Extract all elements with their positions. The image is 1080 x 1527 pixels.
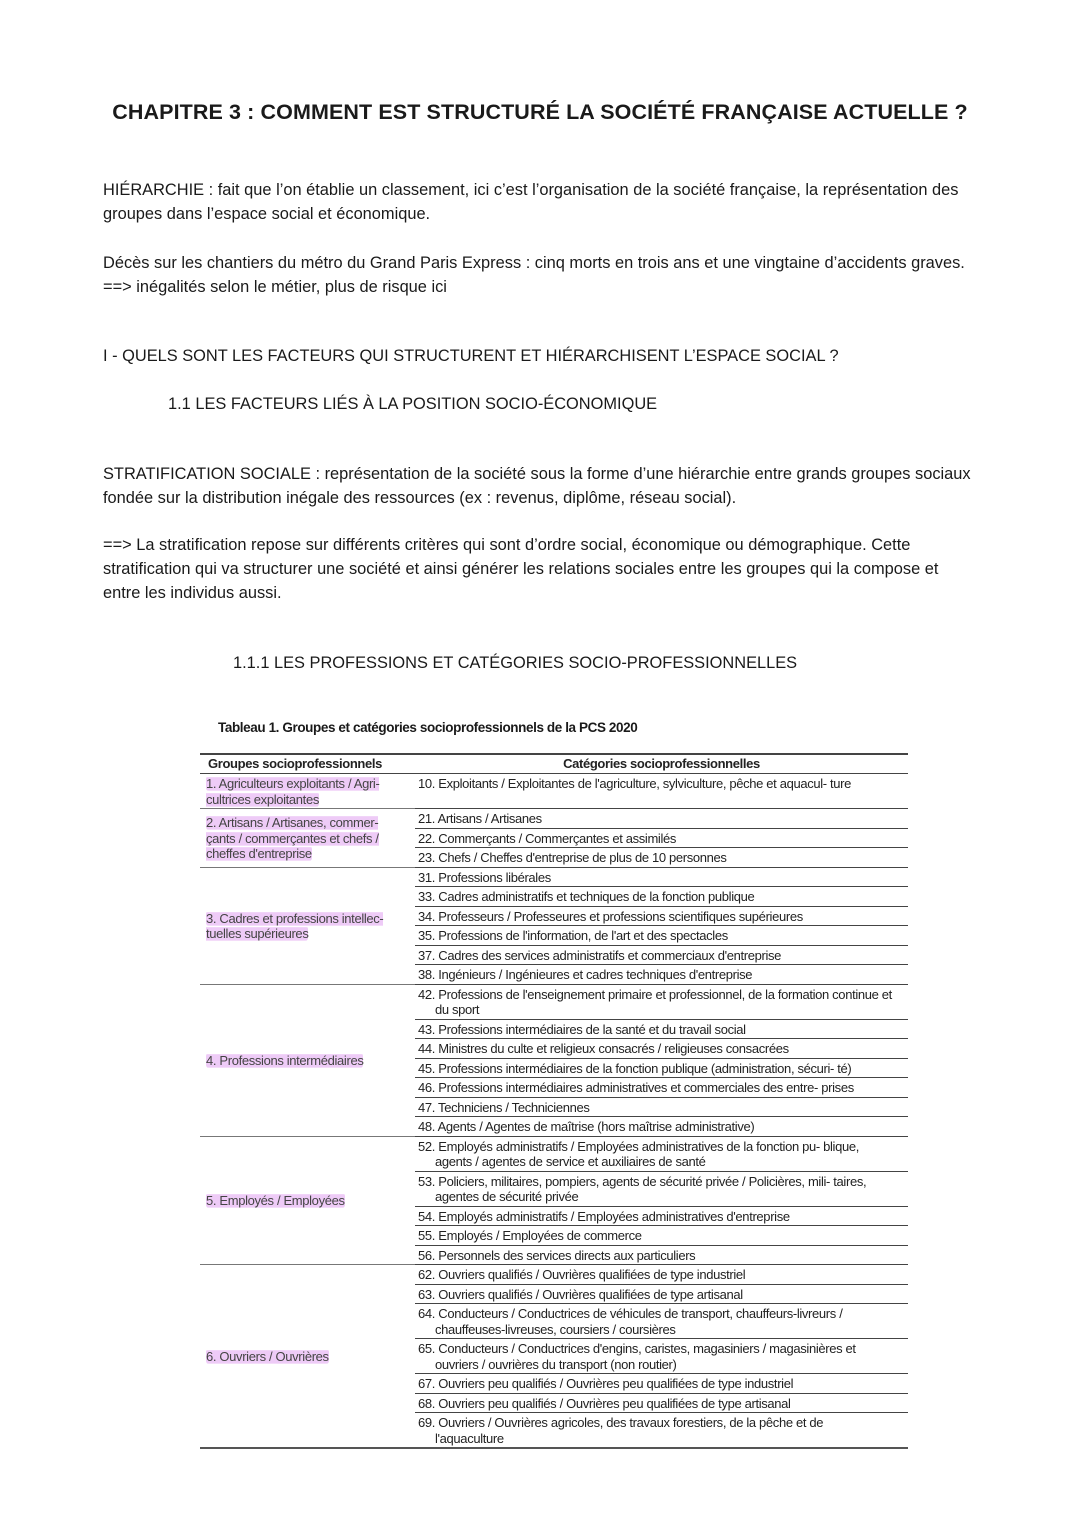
group-cell (200, 867, 415, 984)
table-row (200, 867, 908, 887)
category-cell: 62. Ouvriers qualifiés / Ouvrières qualifiées de type industriel (415, 1265, 908, 1285)
group-cell (200, 774, 415, 809)
group-label: 4. Professions intermédiaires (206, 1052, 364, 1068)
category-cell: 65. Conducteurs / Conductrices d'engins, caristes, magasiniers / magasinières et ouvriers / ouvrières du transport (non routier) (415, 1339, 908, 1374)
category-cell: 43. Professions intermédiaires de la santé et du travail social (415, 1019, 908, 1039)
category-cell: 67. Ouvriers peu qualifiés / Ouvrières peu qualifiées de type industriel (415, 1374, 908, 1394)
table-header-row (200, 754, 908, 774)
table-caption: Tableau 1. Groupes et catégories socioprofessionnels de la PCS 2020 (218, 720, 638, 735)
category-cell: 37. Cadres des services administratifs et commerciaux d'entreprise (415, 945, 908, 965)
category-cell: 69. Ouvriers / Ouvrières agricoles, des travaux forestiers, de la pêche et de l'aquaculture (415, 1413, 908, 1449)
group-label: 6. Ouvriers / Ouvrières (206, 1348, 329, 1364)
category-cell: 47. Techniciens / Techniciennes (415, 1097, 908, 1117)
category-cell: 64. Conducteurs / Conductrices de véhicules de transport, chauffeurs-livreurs / chauffeuses-livreuses, coursiers / coursières (415, 1304, 908, 1339)
group-label: 2. Artisans / Artisanes, commer- çants / commerçantes et chefs / cheffes d'entreprise (206, 815, 379, 861)
table-row (200, 809, 908, 829)
chapter-title: CHAPITRE 3 : COMMENT EST STRUCTURÉ LA SOCIÉTÉ FRANÇAISE ACTUELLE ? (112, 100, 968, 124)
table-row (200, 984, 908, 1019)
pcs-table (200, 753, 908, 1449)
section-heading-1-1: 1.1 LES FACTEURS LIÉS À LA POSITION SOCIO-ÉCONOMIQUE (168, 395, 658, 413)
category-cell: 21. Artisans / Artisanes (415, 809, 908, 829)
category-cell: 45. Professions intermédiaires de la fonction publique (administration, sécuri- té) (415, 1058, 908, 1078)
category-cell: 35. Professions de l'information, de l'art et des spectacles (415, 926, 908, 946)
section-heading-1: I - QUELS SONT LES FACTEURS QUI STRUCTURENT ET HIÉRARCHISENT L’ESPACE SOCIAL ? (103, 347, 839, 365)
category-cell: 38. Ingénieurs / Ingénieures et cadres techniques d'entreprise (415, 965, 908, 985)
definition-stratification: STRATIFICATION SOCIALE : représentation de la société sous la forme d’une hiérarchie entre grands groupes sociaux fondée sur la distribution inégale des ressources (ex : revenus, diplôme, réseau social). (103, 465, 971, 507)
category-cell: 54. Employés administratifs / Employées administratives d'entreprise (415, 1206, 908, 1226)
category-cell: 22. Commerçants / Commerçantes et assimilés (415, 828, 908, 848)
category-cell: 55. Employés / Employées de commerce (415, 1226, 908, 1246)
paragraph-criteres: ==> La stratification repose sur différents critères qui sont d’ordre social, économique ou démographique. Cette stratification qui va structurer une société et ainsi générer les relations sociales entre les groupes qui la compose et entre les individus aussi. (103, 536, 939, 602)
group-cell (200, 809, 415, 868)
category-cell: 53. Policiers, militaires, pompiers, agents de sécurité privée / Policières, mili- taires, agentes de sécurité privée (415, 1171, 908, 1206)
category-cell: 46. Professions intermédiaires administratives et commerciales des entre- prises (415, 1078, 908, 1098)
table-row (200, 774, 908, 809)
group-cell (200, 984, 415, 1136)
category-cell: 10. Exploitants / Exploitantes de l'agriculture, sylviculture, pêche et aquacul- ture (415, 774, 908, 809)
category-cell: 42. Professions de l'enseignement primaire et professionnel, de la formation continue et du sport (415, 984, 908, 1019)
table-row (200, 1136, 908, 1171)
category-cell: 44. Ministres du culte et religieux consacrés / religieuses consacrées (415, 1039, 908, 1059)
category-cell: 68. Ouvriers peu qualifiés / Ouvrières peu qualifiées de type artisanal (415, 1393, 908, 1413)
category-cell: 48. Agents / Agentes de maîtrise (hors maîtrise administrative) (415, 1117, 908, 1137)
category-cell: 63. Ouvriers qualifiés / Ouvrières qualifiées de type artisanal (415, 1284, 908, 1304)
group-label: 3. Cadres et professions intellec- tuelles supérieures (206, 910, 384, 941)
group-cell (200, 1136, 415, 1265)
category-cell: 33. Cadres administratifs et techniques de la fonction publique (415, 887, 908, 907)
paragraph-deces: Décès sur les chantiers du métro du Grand Paris Express : cinq morts en trois ans et une vingtaine d’accidents graves. ==> inégalités selon le métier, plus de risque ici (103, 254, 965, 296)
group-cell (200, 1265, 415, 1449)
header-groups: Groupes socioprofessionnels (200, 754, 415, 774)
category-cell: 52. Employés administratifs / Employées administratives de la fonction pu- blique, agents / agentes de service et auxiliaires de santé (415, 1136, 908, 1171)
table-row (200, 1265, 908, 1285)
group-label: 5. Employés / Employées (206, 1193, 345, 1208)
section-heading-1-1-1: 1.1.1 LES PROFESSIONS ET CATÉGORIES SOCIO-PROFESSIONNELLES (233, 654, 798, 672)
definition-hierarchie: HIÉRARCHIE : fait que l’on établie un classement, ici c’est l’organisation de la société française, la représentation des groupes dans l’espace social et économique. (103, 181, 959, 223)
category-cell: 56. Personnels des services directs aux particuliers (415, 1245, 908, 1265)
category-cell: 31. Professions libérales (415, 867, 908, 887)
category-cell: 34. Professeurs / Professeures et professions scientifiques supérieures (415, 906, 908, 926)
table-body (200, 774, 908, 1449)
header-categories: Catégories socioprofessionnelles (415, 754, 908, 774)
group-label: 1. Agriculteurs exploitants / Agri- cultrices exploitantes (206, 776, 380, 807)
category-cell: 23. Chefs / Cheffes d'entreprise de plus de 10 personnes (415, 848, 908, 868)
